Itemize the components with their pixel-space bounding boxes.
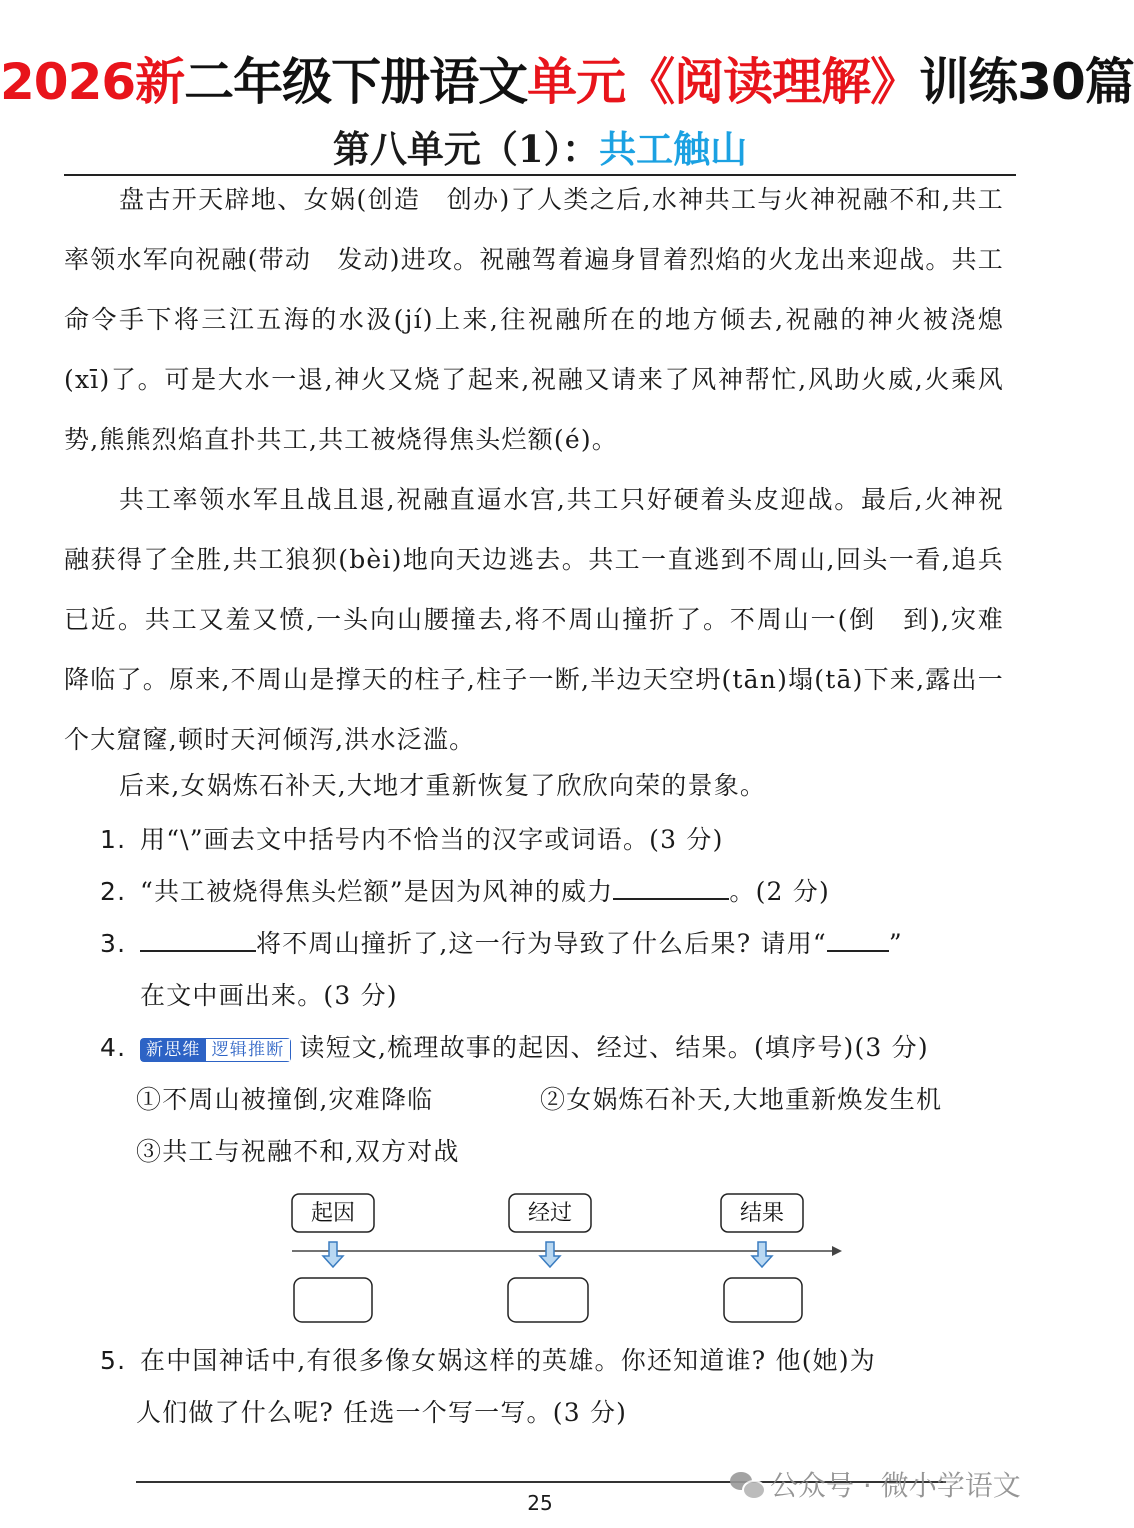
question-3-continued: 在文中画出来。(3 分) [140, 981, 398, 1010]
question-5-continued: 人们做了什么呢? 任选一个写一写。(3 分) [136, 1398, 628, 1427]
answer-box-result[interactable] [724, 1278, 802, 1322]
answer-box-cause[interactable] [294, 1278, 372, 1322]
question-number: 3. [100, 929, 127, 958]
question-number: 1. [100, 825, 127, 854]
title-unit: 单元《阅读理解》 [527, 53, 920, 111]
subtitle-prefix: 第八单元（1）： [332, 127, 600, 171]
question-number: 5. [100, 1346, 127, 1375]
wechat-icon [730, 1470, 764, 1498]
question-number: 2. [100, 877, 127, 906]
watermark-text: 公众号 · 微小学语文 [770, 1469, 1021, 1502]
question-2 [100, 866, 1010, 918]
passage-paragraph-1: 盘古开天辟地、女娲(创造 创办)了人类之后,水神共工与火神祝融不和,共工率领水军向祝融(带动 发动)进攻。祝融驾着遍身冒着烈焰的火龙出来迎战。共工命令手下将三江五海的水汲(jí)上来,往祝融所在的地方倾去,祝融的神火被浇熄(xī)了。可是大水一退,神火又烧了起来,祝融又请来了风神帮忙,风助火威,火乘风势,熊熊烈焰直扑共工,共工被烧得焦头烂额(é)。 [64, 185, 1004, 454]
down-arrow-icon [752, 1242, 772, 1267]
story-timeline-diagram [280, 1186, 860, 1330]
question-text: 读短文,梳理故事的起因、经过、结果。(填序号)(3 分) [299, 1033, 929, 1062]
question-text: 用“\”画去文中括号内不恰当的汉字或词语。(3 分) [140, 825, 724, 854]
down-arrow-icon [540, 1242, 560, 1267]
title-year: 2026新 [0, 53, 185, 111]
answer-box-process[interactable] [508, 1278, 588, 1322]
subtitle-topic: 共工触山 [599, 127, 748, 171]
stage-label-process: 经过 [527, 1201, 573, 1226]
option-2: ②女娲炼石补天,大地重新焕发生机 [540, 1085, 943, 1114]
question-text: 将不周山撞折了,这一行为导致了什么后果? 请用“ [256, 929, 827, 958]
new-thinking-badge [140, 1038, 291, 1062]
question-3 [100, 918, 1010, 970]
passage-paragraph-2: 共工率领水军且战且退,祝融直逼水宫,共工只好硬着头皮迎战。最后,火神祝融获得了全胜,共工狼狈(bèi)地向天边逃去。共工一直逃到不周山,回头一看,追兵已近。共工又羞又愤,一头向山腰撞去,将不周山撞折了。不周山一(倒 到),灾难降临了。原来,不周山是撑天的柱子,柱子一断,半边天空坍(tān)塌(tā)下来,露出一个大窟窿,顿时天河倾泻,洪水泛滥。 [64, 485, 1004, 754]
badge-logic-inference: 逻辑推断 [206, 1039, 291, 1061]
question-5 [100, 1335, 1010, 1387]
answer-blank[interactable] [140, 920, 256, 952]
question-text-end: 。(2 分) [729, 877, 830, 906]
page-number: 25 [527, 1491, 553, 1515]
line-sample [827, 920, 889, 952]
question-number: 4. [100, 1033, 127, 1062]
title-grade: 二年级下册语文 [184, 53, 528, 111]
option-3: ③共工与祝融不和,双方对战 [136, 1137, 460, 1166]
stage-label-cause: 起因 [310, 1201, 356, 1226]
passage-paragraph-3: 后来,女娲炼石补天,大地才重新恢复了欣欣向荣的景象。 [119, 771, 767, 800]
title-count: 训练30篇 [919, 53, 1134, 111]
watermark [730, 1462, 1021, 1506]
badge-new-thinking: 新思维 [141, 1039, 206, 1061]
question-text: 在中国神话中,有很多像女娲这样的英雄。你还知道谁? 他(她)为 [140, 1346, 877, 1375]
quote-close: ” [888, 929, 903, 958]
timeline-arrowhead [832, 1246, 842, 1256]
stage-label-result: 结果 [739, 1201, 785, 1226]
down-arrow-icon [323, 1242, 343, 1267]
option-1: ①不周山被撞倒,灾难降临 [136, 1085, 434, 1114]
question-text: “共工被烧得焦头烂额”是因为风神的威力 [140, 877, 614, 906]
question-4 [100, 1022, 1010, 1074]
document-title [0, 44, 1134, 120]
answer-blank[interactable] [613, 868, 729, 900]
question-1 [100, 814, 1010, 866]
